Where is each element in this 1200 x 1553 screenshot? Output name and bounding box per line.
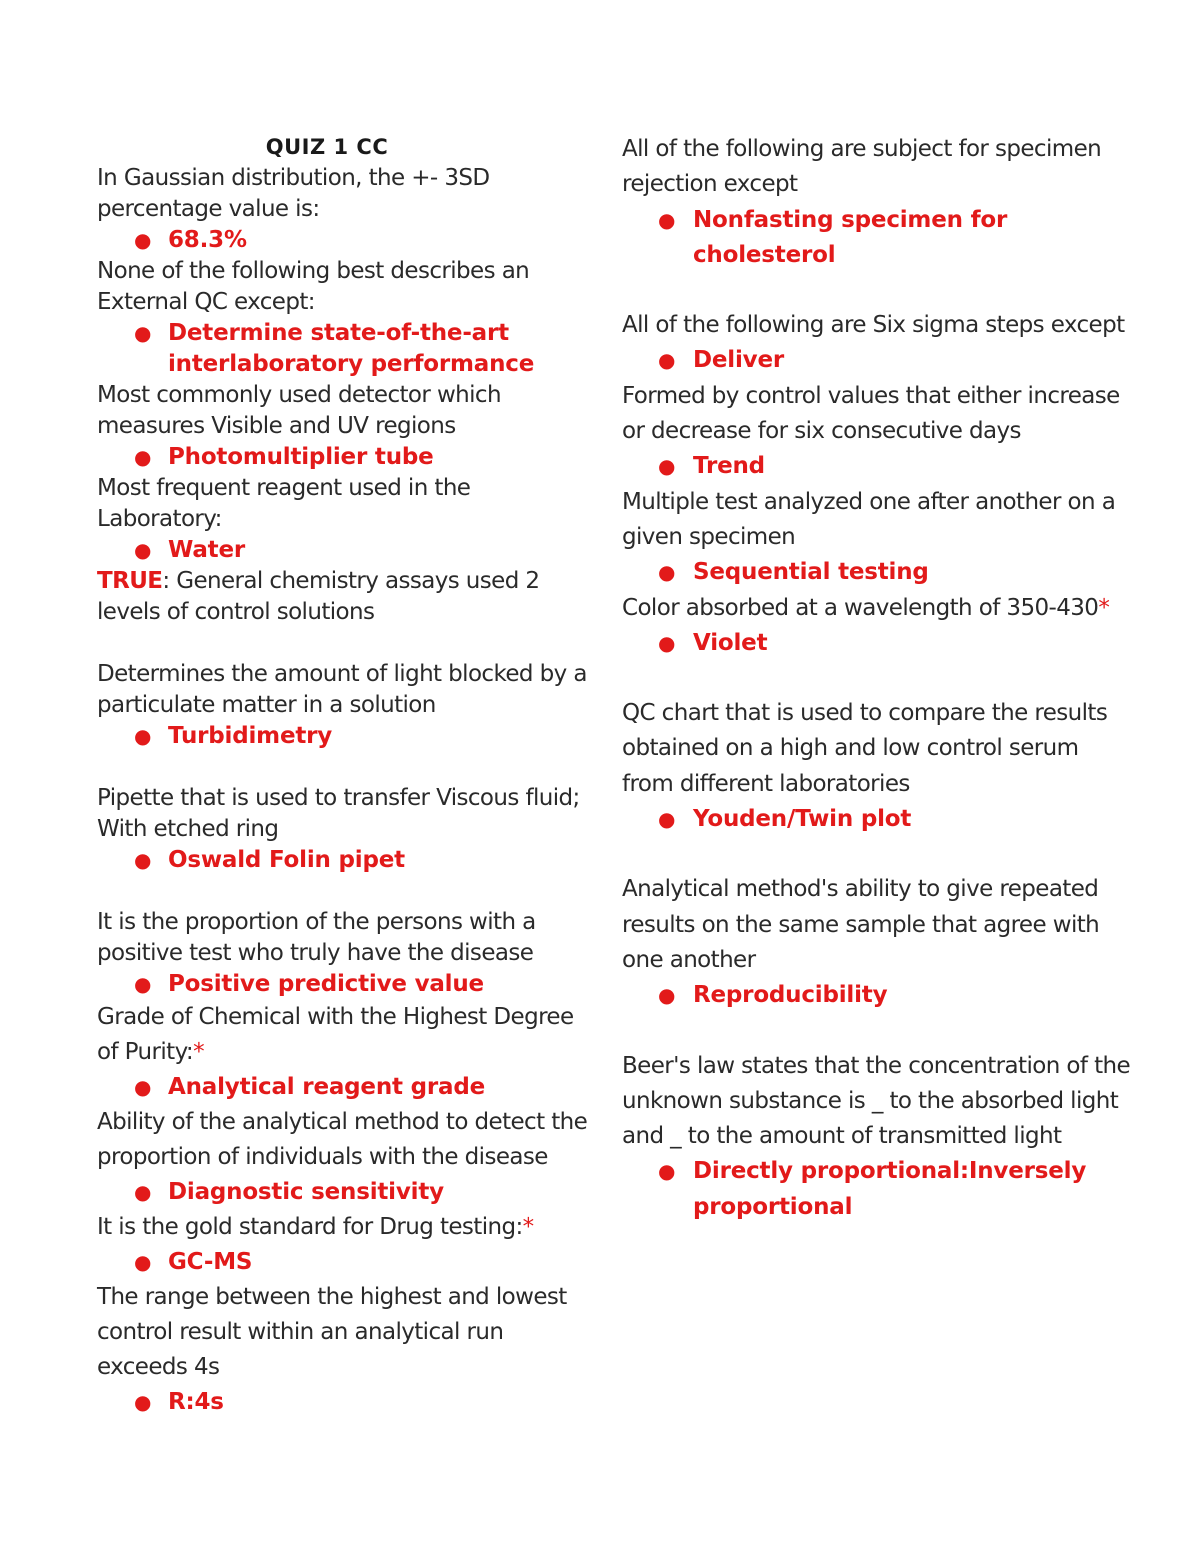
answer-item (622, 626, 1132, 661)
question-text: None of the following best describes an External QC except: (97, 258, 530, 315)
answer-text: Diagnostic sensitivity (168, 1179, 444, 1205)
question-text: All of the following are subject for specimen rejection except (622, 136, 1102, 198)
statement-text: : General chemistry assays used 2 levels of control solutions (97, 568, 540, 625)
bullet-icon: ● (134, 228, 152, 252)
answer-item (97, 845, 597, 876)
answer-list (97, 225, 597, 256)
true-statement (97, 566, 597, 628)
bullet-icon: ● (658, 1159, 676, 1184)
bullet-icon: ● (134, 538, 152, 562)
question-text: The range between the highest and lowest control result within an analytical run exceeds 4s (97, 1284, 567, 1380)
answer-text: Youden/Twin plot (693, 806, 912, 833)
answer-item (97, 442, 597, 473)
question-text: Most commonly used detector which measures Visible and UV regions (97, 382, 501, 439)
answer-list (97, 969, 597, 1000)
bullet-icon: ● (658, 630, 676, 655)
answer-item (622, 203, 1132, 274)
answer-item (622, 449, 1132, 484)
question-text-body: Color absorbed at a wavelength of 350-430 (622, 594, 1099, 621)
required-mark: * (522, 1214, 534, 1240)
answer-item (97, 535, 597, 566)
answer-text: Photomultiplier tube (168, 444, 434, 470)
question-text: Determines the amount of light blocked by a particulate matter in a solution (97, 661, 587, 718)
bullet-icon: ● (134, 1390, 152, 1414)
answer-text: Nonfasting specimen for cholesterol (693, 206, 1008, 268)
page-title: QUIZ 1 CC (265, 135, 389, 159)
answer-item (97, 1175, 597, 1210)
answer-text: Water (168, 537, 246, 563)
bullet-icon: ● (134, 445, 152, 469)
answer-text: Sequential testing (693, 559, 929, 586)
answer-text: Directly proportional:Inversely proportional (693, 1158, 1087, 1220)
answer-item (97, 225, 597, 256)
required-mark: * (193, 1039, 204, 1065)
answer-list (622, 626, 1132, 661)
question-text (97, 1210, 597, 1245)
spacer (97, 628, 597, 659)
answer-list (97, 442, 597, 473)
answer-item (622, 978, 1132, 1013)
question-text: Pipette that is used to transfer Viscous fluid; With etched ring (97, 785, 580, 842)
answer-text: Turbidimetry (168, 723, 333, 749)
answer-item (97, 721, 597, 752)
answer-list (97, 318, 597, 380)
answer-text: Analytical reagent grade (168, 1074, 485, 1100)
bullet-icon: ● (134, 848, 152, 872)
bullet-icon: ● (134, 321, 152, 345)
spacer (622, 661, 1132, 696)
answer-list (97, 1385, 597, 1420)
answer-list (97, 721, 597, 752)
bullet-icon: ● (658, 348, 676, 373)
answer-list (622, 1154, 1132, 1225)
question-text: In Gaussian distribution, the +- 3SD percentage value is: (97, 165, 490, 222)
spacer (97, 752, 597, 783)
answer-item (622, 802, 1132, 837)
question-text: Multiple test analyzed one after another on a given specimen (622, 488, 1116, 550)
answer-list (622, 203, 1132, 274)
question-text (622, 591, 1132, 626)
answer-text: Reproducibility (693, 982, 888, 1009)
question-text-body: It is the gold standard for Drug testing: (97, 1214, 523, 1240)
answer-item (622, 343, 1132, 378)
answer-text: Positive predictive value (168, 971, 484, 997)
answer-text: Trend (693, 453, 765, 480)
bullet-icon: ● (658, 207, 676, 232)
question-text: Ability of the analytical method to detect the proportion of individuals with the disease (97, 1109, 588, 1170)
answer-item (97, 1385, 597, 1420)
question-text: Most frequent reagent used in the Laboratory: (97, 475, 471, 532)
answer-text: GC-MS (168, 1249, 253, 1275)
answer-item (97, 1245, 597, 1280)
true-label: TRUE (97, 568, 163, 594)
question-text: All of the following are Six sigma steps except (622, 312, 1125, 339)
left-column (97, 132, 597, 1420)
bullet-icon: ● (134, 972, 152, 996)
answer-list (622, 978, 1132, 1013)
required-mark: * (1098, 594, 1110, 621)
answer-text: Deliver (693, 347, 784, 374)
bullet-icon: ● (658, 560, 676, 585)
answer-item (622, 555, 1132, 590)
bullet-icon: ● (134, 724, 152, 748)
answer-item (622, 1154, 1132, 1225)
answer-item (97, 318, 597, 380)
question-text: QC chart that is used to compare the results obtained on a high and low control serum from different laboratories (622, 700, 1108, 797)
spacer (622, 1014, 1132, 1049)
question-text: Formed by control values that either increase or decrease for six consecutive days (622, 382, 1120, 445)
question-text: Beer's law states that the concentration of the unknown substance is _ to the absorbed light and _ to the amount of transmitted light (622, 1052, 1131, 1150)
answer-list (97, 1175, 597, 1210)
question-text: Analytical method's ability to give repeated results on the same sample that agree with one another (622, 876, 1100, 973)
answer-text: R:4s (168, 1389, 224, 1415)
question-text: It is the proportion of the persons with a positive test who truly have the disease (97, 909, 536, 966)
question-text (97, 1000, 597, 1070)
answer-text: 68.3% (168, 227, 247, 253)
spacer (622, 837, 1132, 872)
bullet-icon: ● (658, 807, 676, 832)
answer-text: Violet (693, 629, 768, 656)
answer-list (97, 535, 597, 566)
spacer (97, 876, 597, 907)
answer-list (622, 343, 1132, 378)
answer-item (97, 1070, 597, 1105)
bullet-icon: ● (134, 1075, 152, 1099)
answer-list (97, 1245, 597, 1280)
question-text-body: Grade of Chemical with the Highest Degree of Purity: (97, 1004, 574, 1065)
answer-text: Oswald Folin pipet (168, 847, 405, 873)
bullet-icon: ● (658, 983, 676, 1008)
answer-list (97, 1070, 597, 1105)
bullet-icon: ● (658, 454, 676, 479)
answer-list (622, 802, 1132, 837)
answer-list (97, 845, 597, 876)
bullet-icon: ● (134, 1180, 152, 1204)
answer-text: Determine state-of-the-art interlaboratory performance (168, 320, 535, 377)
answer-list (622, 555, 1132, 590)
answer-item (97, 969, 597, 1000)
right-column (622, 132, 1132, 1225)
spacer (622, 273, 1132, 308)
answer-list (622, 449, 1132, 484)
bullet-icon: ● (134, 1250, 152, 1274)
